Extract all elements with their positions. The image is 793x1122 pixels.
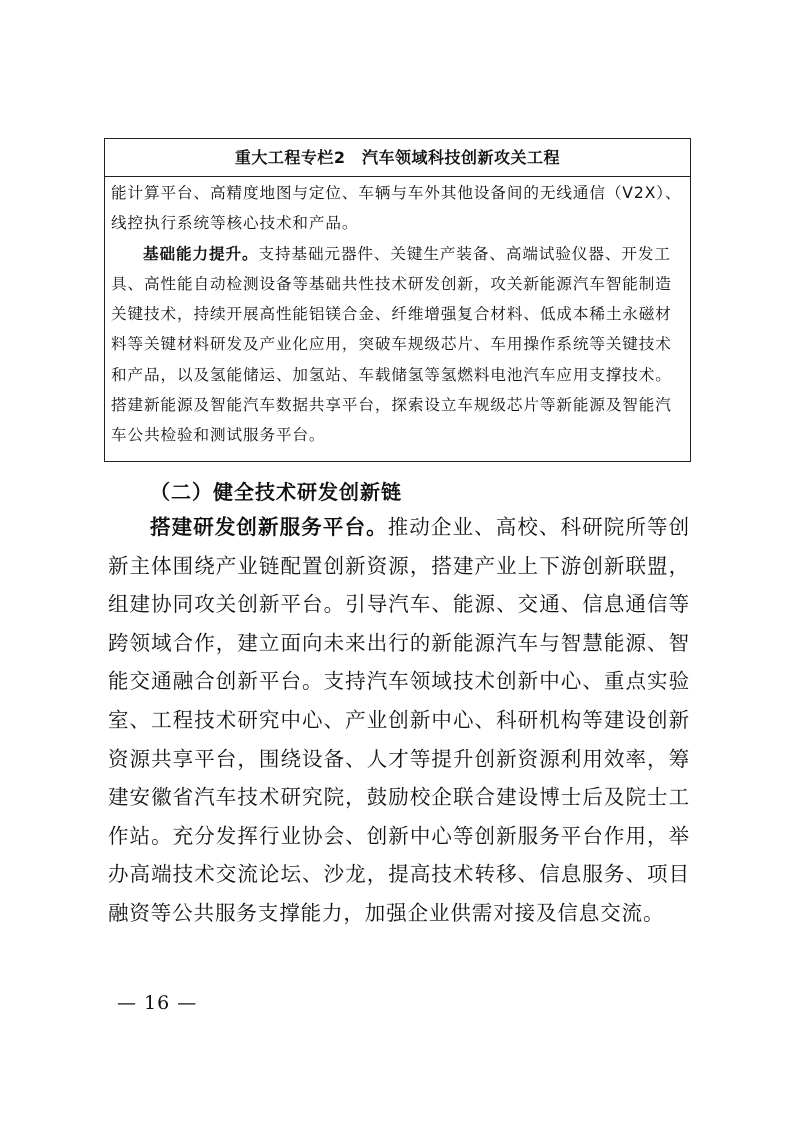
body-paragraph xyxy=(108,508,690,933)
capability-lead: 基础能力提升。 xyxy=(143,244,259,263)
paragraph-text: 推动企业、高校、科研院所等创新主体围绕产业链配置创新资源，搭建产业上下游创新联盟，组建协同攻关创新平台。引导汽车、能源、交通、信息通信等跨领域合作，建立面向未来出行的新能源汽车与智慧能源、智能交通融合创新平台。支持汽车领域技术创新中心、重点实验室、工程技术研究中心、产业创新中心、科研机构等建设创新资源共享平台，围绕设备、人才等提升创新资源利用效率，筹建安徽省汽车技术研究院，鼓励校企联合建设博士后及院士工作站。充分发挥行业协会、创新中心等创新服务平台作用，举办高端技术交流论坛、沙龙，提高技术转移、信息服务、项目融资等公共服务支撑能力，加强企业供需对接及信息交流。 xyxy=(108,515,690,925)
capability-text: 支持基础元器件、关键生产装备、高端试验仪器、开发工具、高性能自动检测设备等基础共性技术研发创新，攻关新能源汽车智能制造关键技术，持续开展高性能铝镁合金、纤维增强复合材料、低成本稀土永磁材料等关键材料研发及产业化应用，突破车规级芯片、车用操作系统等关键技术和产品，以及氢能储运、加氢站、车载储氢等氢燃料电池汽车应用支撑技术。搭建新能源及智能汽车数据共享平台，探索设立车规级芯片等新能源及智能汽车公共检验和测试服务平台。 xyxy=(111,244,672,445)
special-column-body xyxy=(105,177,690,451)
special-column-box xyxy=(104,138,691,462)
continued-paragraph: 能计算平台、高精度地图与定位、车辆与车外其他设备间的无线通信（V2X）、线控执行系统等核心技术和产品。 xyxy=(111,184,682,233)
capability-paragraph xyxy=(111,239,684,451)
page-number: — 16 — xyxy=(117,992,198,1014)
paragraph-lead: 搭建研发创新服务平台。 xyxy=(150,515,388,539)
special-column-title: 重大工程专栏2 汽车领域科技创新攻关工程 xyxy=(105,139,690,177)
section-heading: （二）健全技术研发创新链 xyxy=(150,480,402,504)
